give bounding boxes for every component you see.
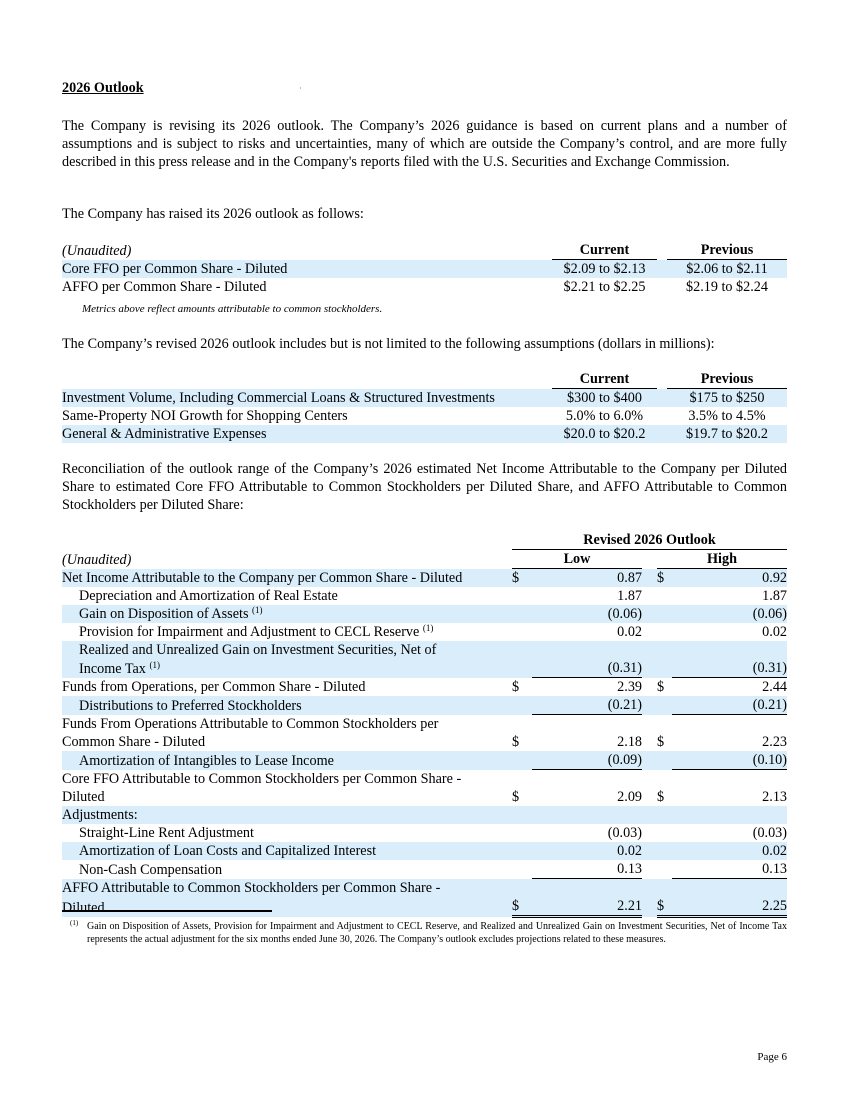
table-row: Common Share - Diluted $ 2.18 $ 2.23	[62, 734, 787, 750]
table-row: General & Administrative Expenses $20.0 to $20.2 $19.7 to $20.2	[62, 425, 787, 443]
footnote-ref: (1)	[252, 605, 263, 615]
table-row: Funds From Operations Attributable to Common Stockholders per	[62, 716, 439, 732]
revised-outlook-header: Revised 2026 Outlook	[512, 531, 787, 550]
page-number: Page 6	[757, 1051, 787, 1063]
reconciliation-table	[62, 531, 787, 918]
reconciliation-paragraph: Reconciliation of the outlook range of the Company’s 2026 estimated Net Income Attributable to the Company per Diluted Share to estimated Core FFO Attributable to Common Stockholders per Diluted Share, and AFFO Attributable to Common Stockholders per Diluted Share:	[62, 461, 787, 513]
section-heading: 2026 Outlook	[62, 80, 144, 96]
col-current-header: Current	[552, 241, 657, 260]
raised-outlook-line: The Company has raised its 2026 outlook as follows:	[62, 206, 364, 222]
assumptions-table	[62, 370, 787, 443]
col-low-header: Low	[512, 550, 642, 569]
col-high-header: High	[657, 550, 787, 569]
table-row: Gain on Disposition of Assets $^{(1)}$ (0.06) (0.06)	[62, 605, 787, 623]
unaudited-label: (Unaudited)	[62, 242, 132, 259]
table-row: Provision for Impairment and Adjustment to CECL Reserve $^{(1)}$ 0.02 0.02	[79, 623, 787, 640]
table-row: Investment Volume, Including Commercial Loans & Structured Investments $300 to $400 $175 to $250	[62, 389, 787, 408]
table-row: Net Income Attributable to the Company per Common Share - Diluted $ 0.87 $ 0.92	[62, 570, 787, 586]
table-row: Core FFO Attributable to Common Stockholders per Common Share -	[62, 771, 462, 787]
footnote-marker: (1)	[70, 919, 79, 927]
footnote-divider	[62, 910, 272, 912]
col-previous-header: Previous	[667, 370, 787, 389]
table-row: Income Tax $^{(1)}$ (0.31) (0.31)	[62, 659, 787, 678]
table-row: AFFO per Common Share - Diluted $2.21 to $2.25 $2.19 to $2.24	[62, 279, 768, 295]
intro-paragraph: The Company is revising its 2026 outlook. The Company’s 2026 guidance is based on current plans and a number of assumptions and is subject to risks and uncertainties, many of which are outside the Company’s control, and are more fully described in this press release and in the Company's reports filed with the U.S. Securities and Exchange Commission.	[62, 118, 787, 170]
table-row: Diluted $ 2.09 $ 2.13	[62, 789, 787, 805]
table-row: Amortization of Intangibles to Lease Income (0.09) (0.10)	[62, 751, 787, 770]
table-row: Funds from Operations, per Common Share - Diluted $ 2.39 $ 2.44	[62, 679, 787, 695]
footnote-ref: (1)	[422, 623, 434, 633]
table-row: Straight-Line Rent Adjustment (0.03) (0.03)	[79, 825, 787, 841]
unaudited-label: (Unaudited)	[62, 551, 132, 568]
table-row: Amortization of Loan Costs and Capitalized Interest 0.02 0.02	[62, 842, 787, 860]
assumptions-line: The Company’s revised 2026 outlook includes but is not limited to the following assumptions (dollars in millions):	[62, 336, 715, 352]
table-row: Same-Property NOI Growth for Shopping Centers 5.0% to 6.0% 3.5% to 4.5%	[62, 408, 766, 424]
table-row: Adjustments:	[62, 806, 787, 824]
outlook-table	[62, 241, 787, 296]
footnote-ref: (1)	[149, 659, 160, 670]
table-row: Distributions to Preferred Stockholders (0.21) (0.21)	[62, 696, 787, 715]
table-row: Non-Cash Compensation 0.13 0.13	[79, 861, 787, 878]
col-previous-header: Previous	[667, 241, 787, 260]
footnote	[62, 920, 787, 946]
table-row: Diluted $ 2.21 $ 2.25	[62, 898, 787, 916]
footnote-text: Gain on Disposition of Assets, Provision for Impairment and Adjustment to CECL Reserve, and Realized and Unrealized Gain on Investment Securities, Net of Income Tax represents the actual adjustment for the six months ended June 30, 2026. The Company’s outlook excludes projections related to these measures.	[87, 921, 787, 945]
metrics-note: Metrics above reflect amounts attributable to common stockholders.	[82, 303, 383, 315]
table-row: Depreciation and Amortization of Real Estate 1.87 1.87	[79, 588, 787, 604]
table-row: AFFO Attributable to Common Stockholders per Common Share -	[62, 879, 787, 898]
table-row: Realized and Unrealized Gain on Investment Securities, Net of	[62, 641, 787, 659]
col-current-header: Current	[552, 370, 657, 389]
table-row: Core FFO per Common Share - Diluted $2.09 to $2.13 $2.06 to $2.11	[62, 260, 787, 279]
